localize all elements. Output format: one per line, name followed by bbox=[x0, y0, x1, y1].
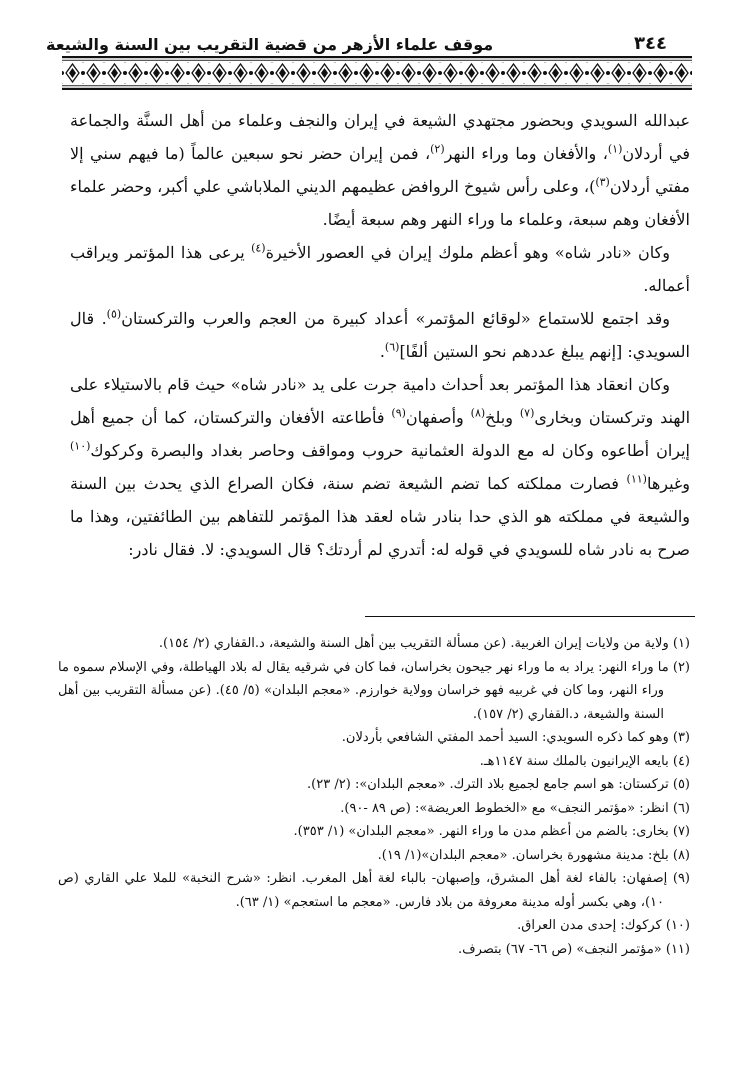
footnote-marker: (٧) bbox=[519, 406, 535, 420]
footnote-marker: (١١) bbox=[626, 472, 647, 486]
main-text bbox=[70, 104, 690, 566]
text-run: وكان «نادر شاه» وهو أعظم ملوك إيران في العصور الأخيرة bbox=[265, 243, 671, 262]
footnote-marker: (٨) bbox=[470, 406, 486, 420]
footnote-divider bbox=[365, 616, 695, 617]
ornamental-border bbox=[62, 56, 692, 90]
text-run: وأصفهان bbox=[405, 408, 471, 427]
footnote-marker: (٦) bbox=[384, 340, 400, 354]
text-run: وقد اجتمع للاستماع «لوقائع المؤتمر» أعداد كبيرة من العجم والعرب والتركستان bbox=[121, 309, 670, 328]
footnote-marker: (٢) bbox=[430, 142, 445, 156]
page-header bbox=[46, 30, 667, 54]
text-run: فأطاعته الأفغان والتركستان، كما أن جميع أهل إيران أطاعوه وكان له مع الدولة العثمانية حروب ومواقف وحاصر بغداد والبصرة وكركوك bbox=[70, 408, 690, 460]
body-paragraph bbox=[70, 104, 690, 236]
footnote-item: (٥) تركستان: هو اسم جامع لجميع بلاد الترك. «معجم البلدان»: (٢/ ٢٣). bbox=[307, 777, 690, 792]
footnote-item: (٧) بخارى: بالضم من أعظم مدن ما وراء النهر. «معجم البلدان» (١/ ٣٥٣). bbox=[293, 824, 690, 839]
footnote-item: (١) ولاية من ولايات إيران الغربية. (عن مسألة التقريب بين أهل السنة والشيعة، د.القفاري (٢/ ١٥٤). bbox=[158, 636, 690, 651]
footnote-marker: (٩) bbox=[391, 406, 406, 420]
footnote-item: (٣) وهو كما ذكره السويدي: السيد أحمد المفتي الشافعي بأردلان. bbox=[341, 730, 690, 745]
text-run: وغيرها bbox=[646, 474, 690, 493]
text-run: ، فمن إيران حضر نحو سبعين عالماً (ما فيهم سني إلا مفتي أردلان bbox=[70, 144, 691, 196]
text-run: وبلخ bbox=[485, 408, 520, 427]
body-paragraph bbox=[70, 302, 690, 368]
text-run: يرعى هذا المؤتمر ويراقب أعماله. bbox=[70, 243, 690, 295]
text-run: )، وعلى رأس شيوخ الروافض عظيمهم الديني الملاباشي علي أكبر، وحضر علماء الأفغان وهم سبعة، وعلماء ما وراء النهر وهم سبعة أيضًا. bbox=[70, 177, 690, 229]
footnote-item: (٢) ما وراء النهر: يراد به ما وراء نهر جيحون بخراسان، فما كان في شرقيه يقال له بلاد الهياطلة، وفي الإسلام سموه ما وراء النهر، وما كان في غربيه فهو خراسان وولاية خوارزم. «معجم البلدان» (٥/ ٤٥). (عن مسألة التقريب بين أهل السنة والشيعة، د.القفاري (٢/ ١٥٧). bbox=[58, 659, 690, 722]
footnote-marker: (٣) bbox=[595, 175, 610, 189]
text-run: عبدالله السويدي وبحضور مجتهدي الشيعة في إيران والنجف وعلماء من أهل السنَّة والجماعة في أردلان bbox=[70, 111, 690, 163]
footnotes bbox=[58, 632, 690, 961]
footnote-marker: (١) bbox=[607, 142, 623, 156]
text-run: . قال السويدي: [إنهم يبلغ عددهم نحو الستين ألفًا] bbox=[70, 309, 690, 361]
footnote-item: (١١) «مؤتمر النجف» (ص ٦٦- ٦٧) بتصرف. bbox=[458, 941, 690, 957]
text-run: ، والأفغان وما وراء النهر bbox=[444, 144, 608, 163]
text-run: فصارت مملكته كما تضم الشيعة تضم سنة، فكان الصراع الذي يحدث بين السنة والشيعة في مملكته هو الذي حدا بنادر شاه لعقد هذا المؤتمر للتفاهم بين الطائفتين، وهذا ما صرح به نادر شاه للسويدي في قوله له: أتدري لم أردتك؟ قال السويدي: لا. فقال نادر: bbox=[70, 474, 691, 559]
text-run: . bbox=[379, 342, 385, 361]
footnote-item: (٤) بايعه الإيرانيون بالملك سنة ١١٤٧هـ. bbox=[479, 753, 690, 769]
footnote-item: (١٠) كركوك: إحدى مدن العراق. bbox=[517, 918, 690, 933]
text-run: وكان انعقاد هذا المؤتمر بعد أحداث دامية جرت على يد «نادر شاه» حيث قام بالاستيلاء على الهند وتركستان وبخارى bbox=[70, 375, 691, 427]
footnote-marker: (٤) bbox=[251, 241, 266, 255]
footnote-item: (٦) انظر: «مؤتمر النجف» مع «الخطوط العريضة»: (ص ٨٩ -٩٠). bbox=[340, 800, 690, 816]
body-paragraph bbox=[70, 368, 690, 566]
page-number: ٣٤٤ bbox=[634, 33, 667, 54]
body-paragraph bbox=[70, 236, 690, 302]
footnote-marker: (١٠) bbox=[70, 439, 91, 453]
footnote-item: (٨) بلخ: مدينة مشهورة بخراسان. «معجم البلدان»(١/ ١٩). bbox=[377, 847, 690, 863]
footnote-marker: (٥) bbox=[106, 307, 122, 321]
footnote-item: (٩) إصفهان: بالفاء لغة أهل المشرق، وإصبهان- بالباء لغة أهل المغرب. انظر: «شرح النخبة» للملا علي القاري (ص ١٠)، وهي بكسر أوله مدينة معروفة من بلاد فارس. «معجم ما استعجم» (١/ ٦٣). bbox=[58, 871, 690, 910]
running-title: موقف علماء الأزهر من قضية التقريب بين السنة والشيعة bbox=[46, 35, 494, 54]
